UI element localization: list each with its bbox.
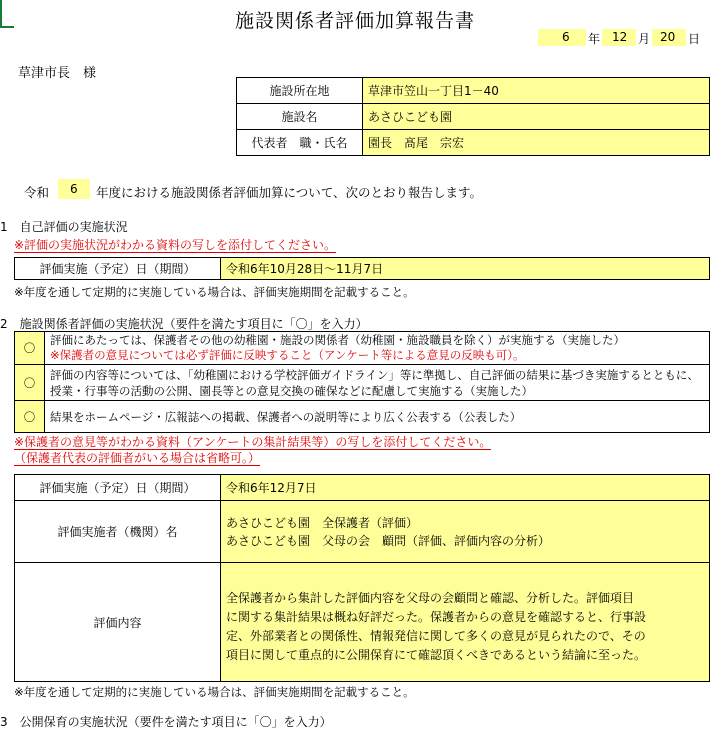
evaluator-line: あさひこども園 全保護者（評価） xyxy=(226,515,419,530)
requirement-text-3: 結果をホームページ・広報誌への掲載、保護者への説明等により広く公表する（公表した） xyxy=(45,401,710,433)
requirement-row xyxy=(15,401,710,433)
facility-label: 代表者 職・氏名 xyxy=(237,130,363,156)
section1-period-table xyxy=(14,257,710,280)
section1-period-label: 評価実施（予定）日（期間） xyxy=(15,258,221,280)
section2-period-value[interactable]: 令和6年12月7日 xyxy=(221,475,710,501)
intro-year: 6 xyxy=(70,182,78,196)
section2-content-label: 評価内容 xyxy=(15,563,221,682)
content-line: に関する集計結果は概ね好評だった。保護者からの意見を確認すると、行事設 xyxy=(226,610,647,624)
requirement-text-2a: 評価の内容等については、「幼稚園における学校評価ガイドライン」等に準拠し、自己評価の結果に基づき実施するとともに、 xyxy=(50,367,699,382)
section1-heading: 1 自己評価の実施状況 xyxy=(0,220,128,234)
content-line: 項目に関して重点的に公開保育にて確認頂くべきであるという結論に至った。 xyxy=(226,648,647,662)
section2-note-2: （保護者代表の評価者がいる場合は省略可。） xyxy=(14,451,261,465)
date-day-cell[interactable] xyxy=(652,29,686,46)
section3-heading: 3 公開保育の実施状況（要件を満たす項目に「〇」を入力） xyxy=(0,715,332,729)
section2-period-label: 評価実施（予定）日（期間） xyxy=(15,475,221,501)
facility-row xyxy=(237,130,710,156)
intro-prefix: 令和 xyxy=(24,185,50,200)
intro-text: 年度における施設関係者評価加算について、次のとおり報告します。 xyxy=(96,185,483,200)
date-month-cell[interactable] xyxy=(602,29,636,46)
facility-label: 施設所在地 xyxy=(237,78,363,104)
date-day: 20 xyxy=(660,30,676,44)
section2-details-table xyxy=(14,474,710,682)
requirement-mark-3[interactable]: 〇 xyxy=(15,401,45,433)
facility-label: 施設名 xyxy=(237,104,363,130)
requirement-row xyxy=(15,365,710,401)
requirement-mark-2[interactable]: 〇 xyxy=(15,365,45,401)
date-year: 6 xyxy=(562,30,570,44)
date-year-cell[interactable] xyxy=(538,29,586,46)
date-day-unit: 日 xyxy=(688,32,701,46)
date-year-unit: 年 xyxy=(588,32,601,46)
addressee: 草津市長 様 xyxy=(18,66,97,81)
facility-row xyxy=(237,78,710,104)
section2-notes xyxy=(14,434,491,466)
requirement-text-1: 評価にあたっては、保護者その他の幼稚園・施設の関係者（幼稚園・施設職員を除く）が実施する（実施した） xyxy=(50,333,625,347)
requirement-row xyxy=(15,332,710,365)
section1-period-value[interactable]: 令和6年10月28日～11月7日 xyxy=(221,258,710,280)
requirement-mark-1[interactable]: 〇 xyxy=(15,332,45,365)
facility-row xyxy=(237,104,710,130)
evaluator-line: あさひこども園 父母の会 顧問（評価、評価内容の分析） xyxy=(226,533,551,548)
content-line: 全保護者から集計した評価内容を父母の会顧問と確認、分析した。評価項目 xyxy=(226,591,635,605)
requirement-red-note-1: ※保護者の意見については必ず評価に反映すること（アンケート等による意見の反映も可）。 xyxy=(50,348,525,362)
facility-value-address[interactable]: 草津市笠山一丁目1－40 xyxy=(363,78,710,104)
date-month: 12 xyxy=(612,30,628,44)
document-title: 施設関係者評価加算報告書 xyxy=(234,10,475,32)
facility-value-representative[interactable]: 園長 髙尾 宗宏 xyxy=(363,130,710,156)
facility-table xyxy=(236,77,710,156)
section2-requirements-table xyxy=(14,331,710,433)
section2-footnote: ※年度を通して定期的に実施している場合は、評価実施期間を記載すること。 xyxy=(14,685,415,699)
section2-heading: 2 施設関係者評価の実施状況（要件を満たす項目に「〇」を入力） xyxy=(0,317,368,331)
date-month-unit: 月 xyxy=(638,32,651,46)
section1-note-text: ※評価の実施状況がわかる資料の写しを添付してください。 xyxy=(14,238,337,252)
section2-evaluator-label: 評価実施者（機関）名 xyxy=(15,501,221,563)
section2-note-1: ※保護者の意見等がわかる資料（アンケートの集計結果等）の写しを添付してください。 xyxy=(14,435,492,449)
facility-value-name[interactable]: あさひこども園 xyxy=(363,104,710,130)
section2-content-value[interactable] xyxy=(221,563,710,682)
section2-evaluator-value[interactable] xyxy=(221,501,710,563)
section1-footnote: ※年度を通して定期的に実施している場合は、評価実施期間を記載すること。 xyxy=(14,285,415,299)
content-line: 定、外部業者との関係性、情報発信に関して多くの意見が見られたので、その xyxy=(226,629,646,643)
requirement-text-2b: 授業・行事等の活動の公開、園長等との意見交換の確保などに配慮して実施する（実施した） xyxy=(50,383,533,398)
section1-note xyxy=(14,236,336,253)
intro-year-cell[interactable] xyxy=(58,179,90,199)
